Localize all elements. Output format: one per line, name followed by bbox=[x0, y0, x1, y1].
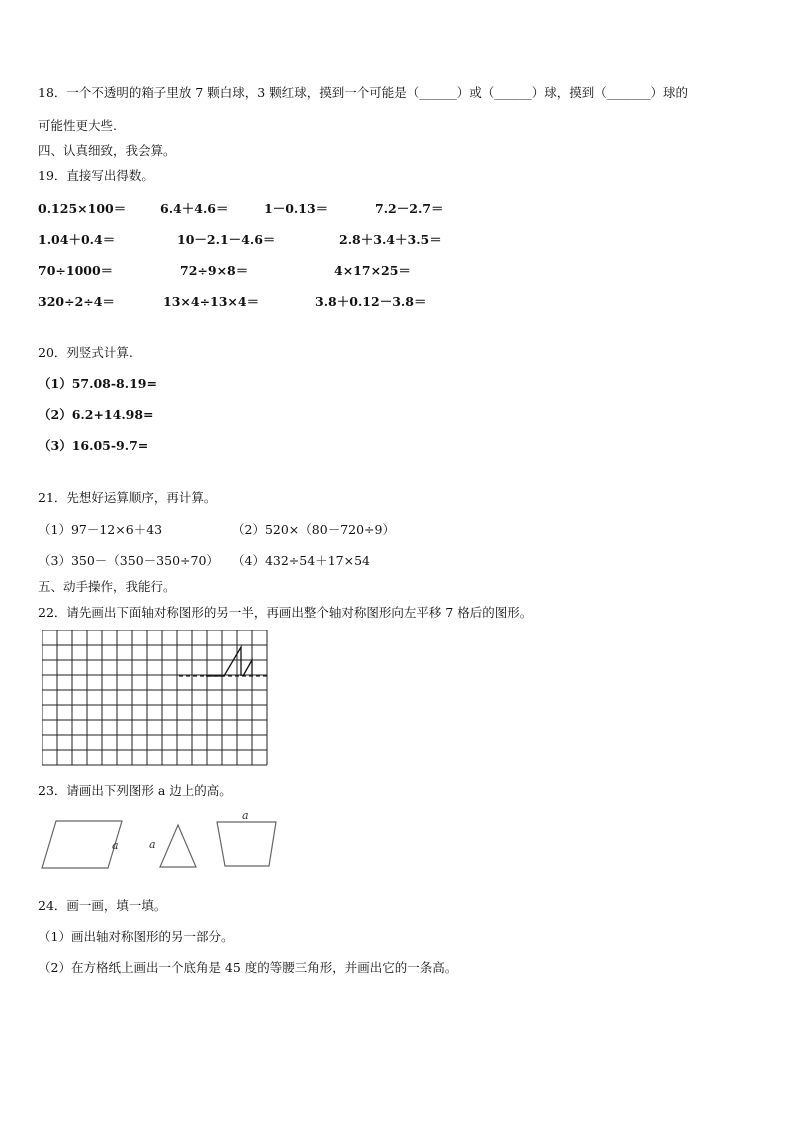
calc-item: 1.04＋0.4＝ bbox=[38, 232, 116, 247]
q22-title: 22．请先画出下面轴对称图形的另一半，再画出整个轴对称图形向左平移 7 格后的图形。 bbox=[38, 605, 533, 620]
parallelogram-figure bbox=[42, 821, 122, 868]
triangle-label: a bbox=[149, 838, 156, 851]
q21-item: （3）350－（350－350÷70） bbox=[38, 553, 219, 568]
q24-title: 24．画一画，填一填。 bbox=[38, 898, 167, 913]
calc-item: 3.8＋0.12－3.8＝ bbox=[315, 294, 427, 309]
calc-item: 2.8＋3.4＋3.5＝ bbox=[339, 232, 442, 247]
q23-figures bbox=[36, 810, 296, 876]
half-shape-large bbox=[206, 647, 241, 676]
q21-item: （1）97－12×6＋43 bbox=[38, 522, 163, 537]
calc-item: 72÷9×8＝ bbox=[180, 263, 249, 278]
q21-item: （4）432÷54＋17×54 bbox=[232, 553, 370, 568]
q20-item: （1）57.08-8.19= bbox=[38, 376, 157, 391]
q23-title: 23．请画出下列图形 a 边上的高。 bbox=[38, 783, 232, 798]
parallelogram-label: a bbox=[112, 839, 119, 852]
q22-grid bbox=[42, 630, 272, 771]
calc-item: 1－0.13＝ bbox=[264, 201, 329, 216]
section-5-heading: 五、动手操作，我能行。 bbox=[38, 579, 176, 594]
half-shape-small bbox=[243, 660, 252, 676]
q19-title: 19．直接写出得数。 bbox=[38, 168, 154, 183]
trapezoid-label: a bbox=[242, 810, 249, 822]
calc-item: 70÷1000＝ bbox=[38, 263, 114, 278]
calc-item: 13×4÷13×4＝ bbox=[163, 294, 260, 309]
calc-item: 7.2－2.7＝ bbox=[375, 201, 444, 216]
q18-line2: 可能性更大些. bbox=[38, 118, 117, 133]
q24-item: （1）画出轴对称图形的另一部分。 bbox=[38, 929, 234, 944]
trapezoid-figure bbox=[217, 822, 276, 866]
calc-item: 0.125×100＝ bbox=[38, 201, 127, 216]
q21-item: （2）520×（80－720÷9） bbox=[232, 522, 395, 537]
q18-line1: 18．一个不透明的箱子里放 7 颗白球，3 颗红球，摸到一个可能是（______）或（______）球，摸到（_______）球的 bbox=[38, 85, 688, 100]
q20-item: （3）16.05-9.7= bbox=[38, 438, 149, 453]
triangle-figure bbox=[160, 825, 196, 867]
q24-item: （2）在方格纸上画出一个底角是 45 度的等腰三角形，并画出它的一条高。 bbox=[38, 960, 458, 975]
section-4-heading: 四、认真细致，我会算。 bbox=[38, 143, 176, 158]
calc-item: 10－2.1－4.6＝ bbox=[177, 232, 276, 247]
q20-title: 20．列竖式计算. bbox=[38, 345, 133, 360]
calc-item: 320÷2÷4＝ bbox=[38, 294, 115, 309]
calc-item: 4×17×25＝ bbox=[334, 263, 411, 278]
q20-item: （2）6.2+14.98= bbox=[38, 407, 154, 422]
q21-title: 21．先想好运算顺序，再计算。 bbox=[38, 490, 217, 505]
calc-item: 6.4＋4.6＝ bbox=[160, 201, 229, 216]
q22-grid-svg bbox=[42, 630, 272, 768]
